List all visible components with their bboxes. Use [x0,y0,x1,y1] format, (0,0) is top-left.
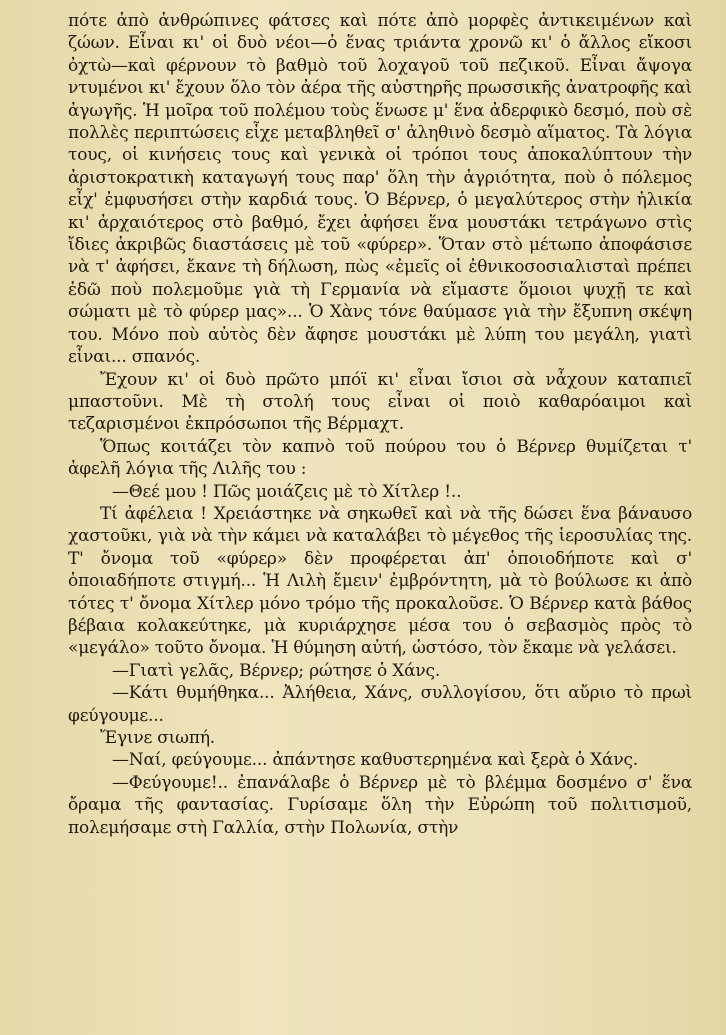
paragraph-3: Ὅπως κοιτάζει τὸν καπνὸ τοῦ πούρου του ὁ Βέρνερ θυμίζεται τ' ἀφελῆ λόγια τῆς Λιλῆς του : [68,436,692,480]
paragraph-4: Τί ἀφέλεια ! Χρειάστηκε νὰ σηκωθεῖ καὶ νὰ τῆς δώσει ἕνα βάναυσο χαστοῦκι, γιὰ νὰ τὴν κάμει νὰ καταλάβει τὸ μέγεθος τῆς ἱεροσυλίας της. Τ' ὄνομα τοῦ «φύρερ» δὲν προφέρεται ἀπ' ὁποιοδήποτε καὶ σ' ὁποιαδήποτε στιγμή... Ἡ Λιλὴ ἔμειν' ἐμβρόντητη, μὰ τὸ βούλωσε κι ἀπὸ τότες τ' ὄνομα Χίτλερ μόνο τρόμο τῆς προκαλοῦσε. Ὁ Βέρνερ κατὰ βάθος βέβαια κολακεύτηκε, μὰ κυριάρχησε μέσα του ὁ σεβασμὸς πρὸς τὸ «μεγάλο» τοῦτο ὄνομα. Ἡ θύμηση αὐτή, ὡστόσο, τὸν ἔκαμε νὰ γελάσει. [68,503,692,659]
dialogue-line-5: —Φεύγουμε!.. ἐπανάλαβε ὁ Βέρνερ μὲ τὸ βλέμμα δοσμένο σ' ἕνα ὄραμα τῆς φαντασίας. Γυρίσαμε ὅλη τὴν Εὐρώπη τοῦ πολιτισμοῦ, πολεμήσαμε στὴ Γαλλία, στὴν Πολωνία, στὴν [68,772,692,838]
dialogue-line-3: —Κάτι θυμήθηκα... Ἀλήθεια, Χάνς, συλλογίσου, ὅτι αὔριο τὸ πρωὶ φεύγουμε... [68,683,692,726]
paragraph-1: πότε ἀπὸ ἀνθρώπινες φάτσες καὶ πότε ἀπὸ μορφὲς ἀντικειμένων καὶ ζώων. Εἶναι κι' οἱ δυὸ νέοι—ὁ ἕνας τριάντα χρονῶ κι' ὁ ἄλλος εἴκοσι ὀχτὼ—καὶ φέρνουν τὸ βαθμὸ τοῦ λοχαγοῦ τοῦ πεζικοῦ. Εἶναι ἄψογα ντυμένοι κι' ἔχουν ὅλο τὸν ἀέρα τῆς αὐστηρῆς πρωσσικῆς ἀνατροφῆς καὶ ἀγωγῆς. Ἡ μοῖρα τοῦ πολέμου τοὺς ἕνωσε μ' ἕνα ἀδερφικὸ δεσμό, ποὺ σὲ πολλὲς περιπτώσεις εἶχε μεταβληθεῖ σ' ἀληθινὸ δεσμὸ αἵματος. Τὰ λόγια τους, οἱ κινήσεις τους καὶ γενικὰ οἱ τρόποι τους ἀποκαλύπτουν τὴν ἀριστοκρατικὴ καταγωγή τους παρ' ὅλη τὴν ἀγριότητα, ποὺ ὁ πόλεμος εἶχ' ἐμφυσήσει στὴν καρδιά τους. Ὁ Βέρνερ, ὁ μεγαλύτερος στὴν ἡλικία κι' ἀρχαιότερος στὸ βαθμό, ἔχει ἀφήσει ἕνα μουστάκι τετράγωνο στὶς ἴδιες ἀκριβῶς διαστάσεις μὲ τοῦ «φύρερ». Ὅταν στὸ μέτωπο ἀποφάσισε νὰ τ' ἀφήσει, ἔκανε τὴ δήλωση, πὼς «ἐμεῖς οἱ ἐθνικοσοσιαλισταὶ πρέπει ἐδῶ ποὺ πολεμοῦμε γιὰ τὴ Γερμανία νὰ εἴμαστε ὅμοιοι ψυχῇ τε καὶ σώματι μὲ τὸ φύρερ μας»... Ὁ Χὰνς τόνε θαύμασε γιὰ τὴν ἔξυπνη σκέψη του. Μόνο ποὺ αὐτὸς δὲν ἄφησε μουστάκι μὲ λύπη του μεγάλη, γιατὶ εἶναι... σπανός. [68,11,692,368]
dialogue-line-4: —Ναί, φεύγουμε... ἀπάντησε καθυστερημένα καὶ ξερὰ ὁ Χάνς. [112,750,638,771]
paragraph-2: Ἔχουν κι' οἱ δυὸ πρῶτο μπόϊ κι' εἶναι ἴσιοι σὰ νἆχουν καταπιεῖ μπαστοῦνι. Μὲ τὴ στολή τους εἶναι οἱ ποιὸ καθαρόαιμοι καὶ τεζαρισμένοι ἐκπρόσωποι τῆς Βέρμαχτ. [68,369,692,435]
dialogue-line-1: —Θεέ μου ! Πῶς μοιάζεις μὲ τὸ Χίτλερ !.. [112,481,462,502]
page-text [68,10,692,839]
paragraph-5: Ἔγινε σιωπή. [100,728,216,748]
dialogue-line-2: —Γιατὶ γελᾶς, Βέρνερ; ρώτησε ὁ Χάνς. [112,660,441,681]
